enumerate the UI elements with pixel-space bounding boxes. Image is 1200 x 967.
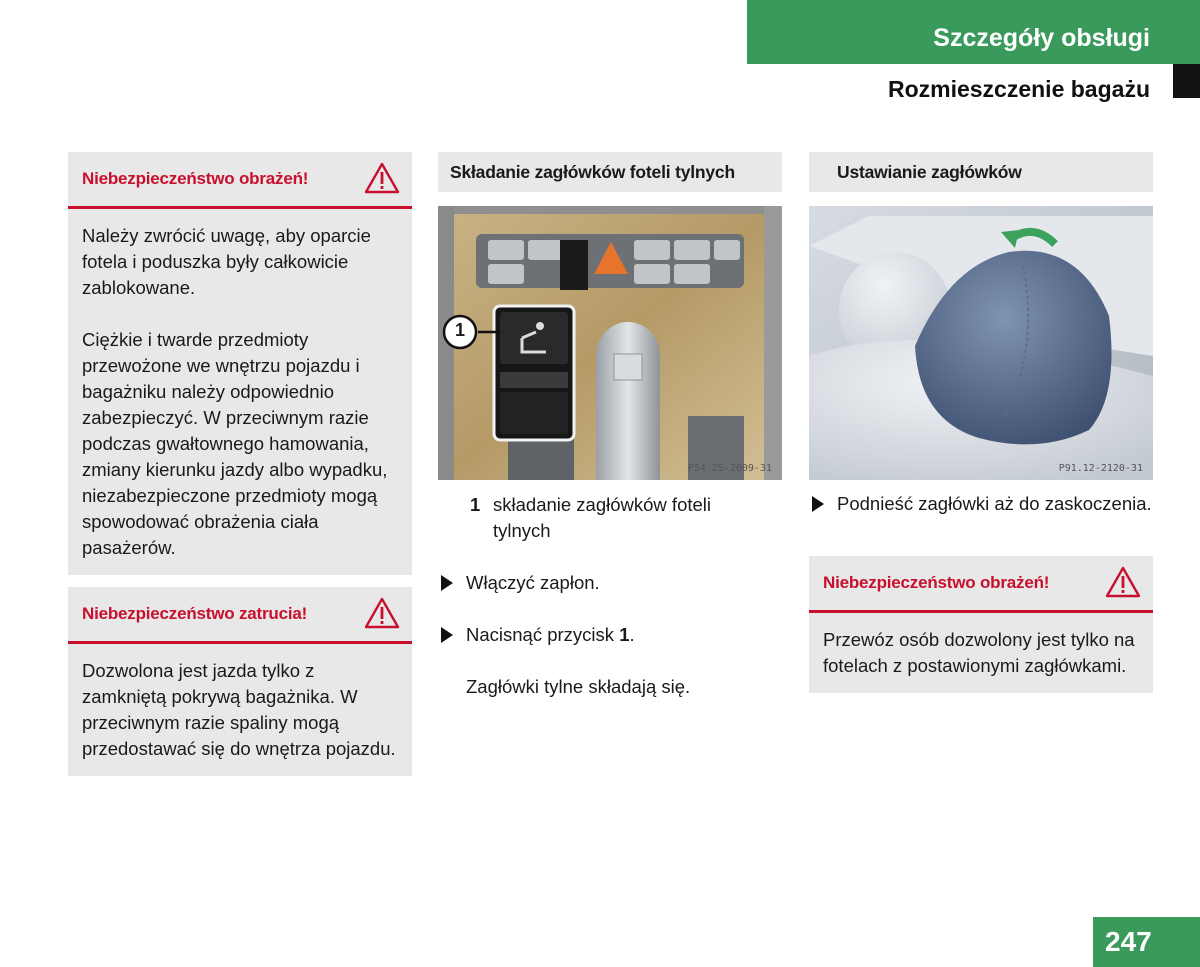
photo-code: P91.12-2120-31 [1058,463,1143,474]
legend-text: składanie zagłówków foteli tylnych [493,494,712,541]
callout-number: 1 [454,320,465,340]
result-text: Zagłówki tylne składają się. [466,676,691,697]
warning-header [68,587,412,644]
console-photo [438,206,782,480]
section-heading: Składanie zagłówków foteli tylnych [438,152,782,192]
step-ref: 1 [619,624,630,645]
legend-number: 1 [470,494,481,515]
warning-paragraph: Dozwolona jest jazda tylko z zamkniętą pokrywą bagażnika. W przeciwnym razie spaliny mogą przedostawać się do wnętrza pojazdu. [82,660,396,759]
step-text-main: Nacisnąć przycisk [466,624,615,645]
headrest-photo [809,206,1153,480]
warning-header [68,152,412,209]
warning-title: Niebezpieczeństwo zatrucia! [82,604,308,623]
right-column [809,152,1153,732]
section-heading: Ustawianie zagłówków [809,152,1153,192]
step-text: Podnieść zagłówki aż do zaskoczenia. [837,493,1152,514]
warning-box-injury [68,152,412,575]
photo-code: P54.25-2609-31 [687,463,772,474]
warning-triangle-icon [364,161,400,195]
warning-title: Niebezpieczeństwo obrażeń! [82,169,309,188]
step-bullet-icon [441,627,453,643]
left-column [68,152,412,776]
step-text: Nacisnąć przycisk 1. [466,624,635,645]
step-text: Włączyć zapłon. [466,572,600,593]
warning-title: Niebezpieczeństwo obrażeń! [823,573,1050,592]
warning-box-injury [809,556,1153,693]
step-bullet-icon [441,575,453,591]
page-number-text: 247 [1105,926,1152,957]
warning-paragraph: Przewóz osób dozwolony jest tylko na fotelach z postawionymi zagłówkami. [823,629,1135,676]
warning-body [68,209,412,575]
warning-triangle-icon [364,596,400,630]
page-number [1093,917,1200,967]
section-title: Szczegóły obsługi [933,23,1150,52]
section-tab [747,0,1200,64]
warning-triangle-icon [1105,565,1141,599]
page-title: Rozmieszczenie bagażu [887,76,1150,102]
warning-box-poisoning [68,587,412,776]
warning-header [809,556,1153,613]
warning-body [68,644,412,776]
step-bullet-icon [812,496,824,512]
middle-column [438,152,782,712]
warning-paragraph: Ciężkie i twarde przedmioty przewożone we wnętrzu pojazdu i bagażniku należy odpowiednio zabezpieczyć. W przeciwnym razie podczas gwałtownego hamowania, zmiany kierunku jazdy albo wypadku, niezabezpieczone przedmioty mogą spowodować obrażenia ciała pasażerów. [82,329,388,558]
page-edge-marker [1173,64,1200,98]
warning-paragraph: Należy zwrócić uwagę, aby oparcie fotela i poduszka były całkowicie zablokowane. [82,225,371,298]
warning-body [809,613,1153,693]
